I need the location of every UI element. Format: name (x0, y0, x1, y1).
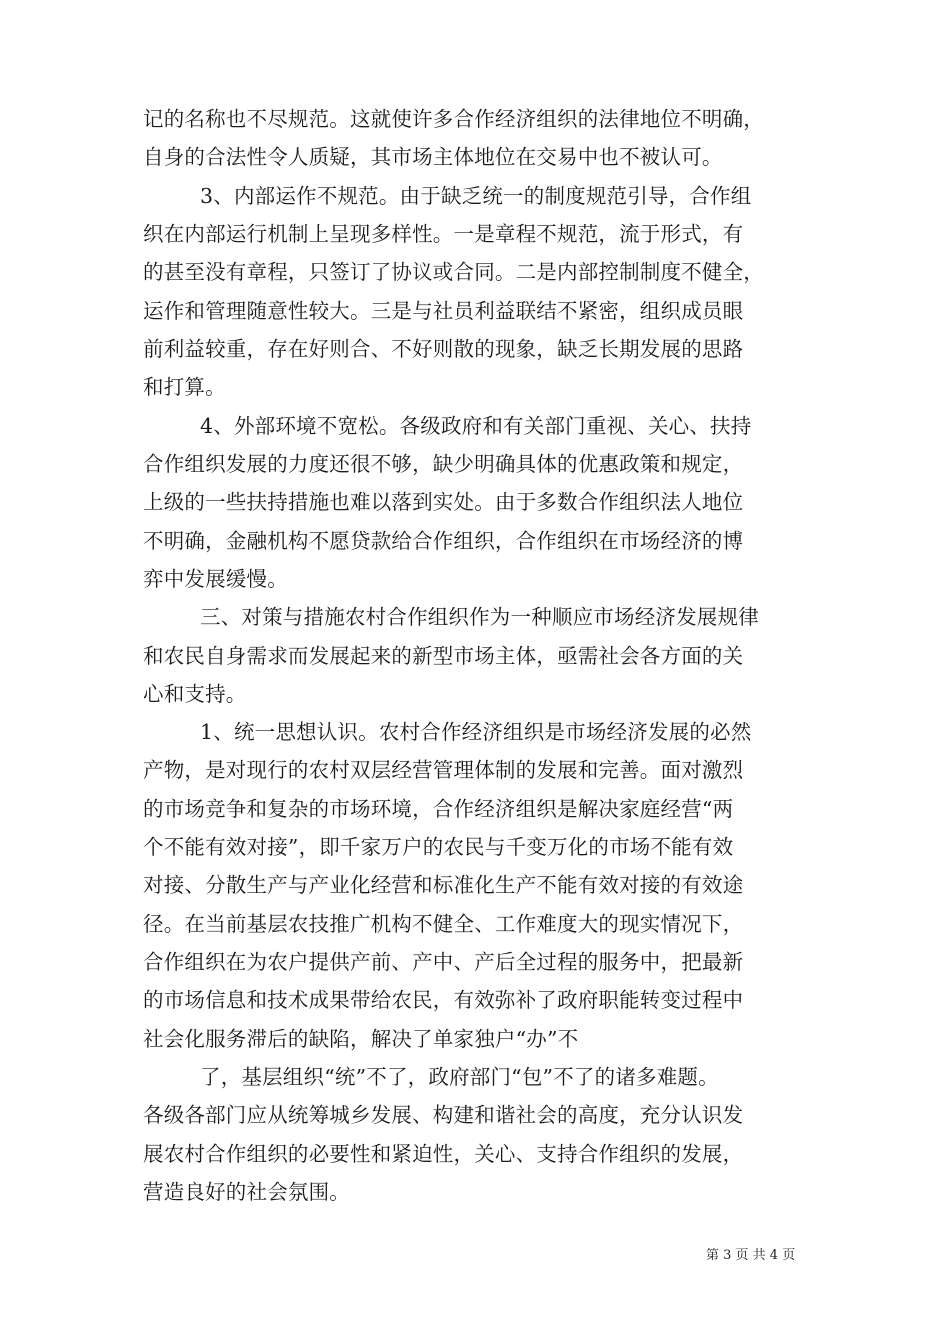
text-line: 三、对策与措施农村合作组织作为一种顺应市场经济发展规律 (200, 605, 759, 629)
text-line: 3、内部运作不规范。由于缺乏统一的制度规范引导，合作组 (200, 184, 752, 208)
text-line: 了，基层组织“统”不了，政府部门“包”不了的诸多难题。 (200, 1065, 719, 1089)
text-line: 对接、分散生产与产业化经营和标准化生产不能有效对接的有效途 (143, 873, 744, 897)
text-line: 记的名称也不尽规范。这就使许多合作经济组织的法律地位不明确， (143, 107, 764, 131)
text-line: 社会化服务滞后的缺陷，解决了单家独户“办”不 (143, 1027, 579, 1051)
text-line: 合作组织在为农户提供产前、产中、产后全过程的服务中，把最新 (143, 950, 744, 974)
text-line: 不明确，金融机构不愿贷款给合作组织，合作组织在市场经济的博 (143, 529, 744, 553)
text-line: 各级各部门应从统筹城乡发展、构建和谐社会的高度，充分认识发 (143, 1103, 744, 1127)
text-line: 织在内部运行机制上呈现多样性。一是章程不规范，流于形式，有 (143, 222, 744, 246)
text-line: 和农民自身需求而发展起来的新型市场主体，亟需社会各方面的关 (143, 644, 744, 668)
text-line: 的市场竞争和复杂的市场环境，合作经济组织是解决家庭经营“两 (143, 797, 734, 821)
text-line: 合作组织发展的力度还很不够，缺少明确具体的优惠政策和规定， (143, 452, 744, 476)
text-line: 产物，是对现行的农村双层经营管理体制的发展和完善。面对激烈 (143, 758, 744, 782)
text-line: 心和支持。 (143, 682, 247, 706)
text-line: 展农村合作组织的必要性和紧迫性，关心、支持合作组织的发展， (143, 1142, 744, 1166)
text-line: 个不能有效对接”，即千家万户的农民与千变万化的市场不能有效 (143, 835, 734, 859)
text-line: 和打算。 (143, 375, 226, 399)
text-line: 径。在当前基层农技推广机构不健全、工作难度大的现实情况下， (143, 912, 744, 936)
text-line: 前利益较重，存在好则合、不好则散的现象，缺乏长期发展的思路 (143, 337, 744, 361)
text-line: 1、统一思想认识。农村合作经济组织是市场经济发展的必然 (200, 720, 752, 744)
text-line: 营造良好的社会氛围。 (143, 1180, 350, 1204)
text-line: 自身的合法性令人质疑，其市场主体地位在交易中也不被认可。 (143, 145, 723, 169)
text-line: 上级的一些扶持措施也难以落到实处。由于多数合作组织法人地位 (143, 490, 744, 514)
page-number: 第 3 页 共 4 页 (706, 1248, 796, 1263)
text-line: 4、外部环境不宽松。各级政府和有关部门重视、关心、扶持 (200, 414, 752, 438)
text-line: 的甚至没有章程，只签订了协议或合同。二是内部控制制度不健全， (143, 260, 764, 284)
text-line: 弈中发展缓慢。 (143, 567, 288, 591)
text-line: 的市场信息和技术成果带给农民，有效弥补了政府职能转变过程中 (143, 988, 744, 1012)
text-line: 运作和管理随意性较大。三是与社员利益联结不紧密，组织成员眼 (143, 299, 744, 323)
